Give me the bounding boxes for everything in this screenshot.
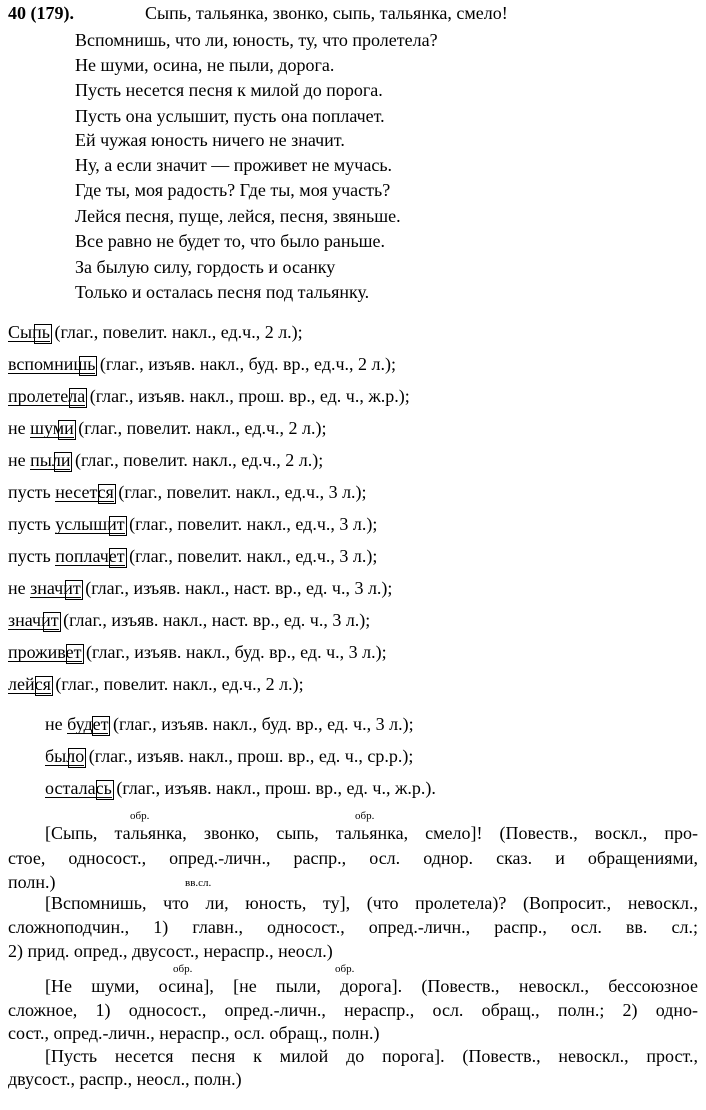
analysis-description: (глаг., повелит. накл., ед.ч., 2 л.); <box>54 322 303 342</box>
exercise-number: 40 (179). <box>8 3 74 23</box>
analysis-word: поплачет <box>55 546 125 566</box>
analysis-word: шуми <box>30 418 74 438</box>
analysis-description: (глаг., повелит. накл., ед.ч., 2 л.); <box>74 450 324 470</box>
analysis-description: (глаг., изъяв. накл., буд. вр., ед.ч., 2 л.); <box>99 354 397 374</box>
analysis-description: (глаг., изъяв. накл., прош. вр., ед. ч., ж.р.); <box>89 386 410 406</box>
analysis-word: пролетела <box>8 386 86 406</box>
analysis-row <box>8 674 304 695</box>
annotation-obr: обр. <box>130 810 150 822</box>
analysis-word: было <box>45 746 85 766</box>
analysis-row <box>8 482 367 503</box>
analysis-word: несется <box>55 482 114 502</box>
analysis-row <box>8 610 370 631</box>
analysis-row <box>8 418 327 439</box>
analysis-word: лейся <box>8 674 51 694</box>
analysis-prefix: не <box>8 450 31 470</box>
annotation-vv-sl: вв.сл. <box>185 877 212 889</box>
poem-line: Все равно не будет то, что было раньше. <box>75 231 386 251</box>
analysis-row <box>45 714 414 735</box>
poem-line: Лейся песня, пуще, лейся, песня, звяньше. <box>75 206 401 226</box>
analysis-prefix: не <box>8 418 31 438</box>
analysis-row <box>8 514 377 535</box>
poem-line: Пусть она услышит, пусть она поплачет. <box>75 106 385 126</box>
paragraph-line: сложноподчин., 1) главн., односост., опред.-личн., распр., осл. вв. сл.; <box>8 917 698 937</box>
analysis-description: (глаг., изъяв. накл., наст. вр., ед. ч., 3 л.); <box>85 578 393 598</box>
analysis-row <box>8 322 303 343</box>
paragraph-line: двусост., распр., неосл., полн.) <box>8 1069 242 1089</box>
analysis-prefix: не <box>8 578 31 598</box>
paragraph-line: [Пусть несется песня к милой до порога]. (Повеств., невоскл., прост., <box>45 1046 698 1066</box>
paragraph-line: стое, односост., опред.-личн., распр., осл. однор. сказ. и обращениями, <box>8 848 698 868</box>
annotation-obr: обр. <box>173 963 193 975</box>
analysis-description: (глаг., повелит. накл., ед.ч., 3 л.); <box>129 514 378 534</box>
analysis-prefix: пусть <box>8 514 56 534</box>
paragraph-line: сложное, 1) односост., опред.-личн., нераспр., осл. обращ., полн.; 2) одно- <box>8 1000 698 1020</box>
poem-line: Ну, а если значит — проживет не мучась. <box>75 155 393 175</box>
poem-line: Сыпь, тальянка, звонко, сыпь, тальянка, смело! <box>145 3 508 23</box>
paragraph-line: [Сыпь, тальянка, звонко, сыпь, тальянка, смело]! (Повеств., воскл., про- <box>45 823 698 843</box>
analysis-prefix: пусть <box>8 546 56 566</box>
analysis-row <box>8 354 396 375</box>
analysis-prefix: пусть <box>8 482 56 502</box>
paragraph-line: [Вспомнишь, что ли, юность, ту], (что пролетела)? (Вопросит., невоскл., <box>45 893 698 913</box>
analysis-prefix: не <box>45 714 68 734</box>
analysis-word: осталась <box>45 778 112 798</box>
analysis-row <box>45 746 413 767</box>
poem-line: За былую силу, гордость и осанку <box>75 257 336 277</box>
paragraph-line: полн.) <box>8 872 56 892</box>
analysis-description: (глаг., повелит. накл., ед.ч., 2 л.); <box>55 674 304 694</box>
analysis-description: (глаг., повелит. накл., ед.ч., 3 л.); <box>118 482 367 502</box>
poem-line: Только и осталась песня под тальянку. <box>75 282 370 302</box>
analysis-description: (глаг., повелит. накл., ед.ч., 2 л.); <box>78 418 327 438</box>
analysis-word: будет <box>67 714 109 734</box>
analysis-word: пыли <box>30 450 71 470</box>
paragraph-line: [Не шуми, осина], [не пыли, дорога]. (Повеств., невоскл., бессоюзное <box>45 976 698 996</box>
poem-line: Не шуми, осина, не пыли, дорога. <box>75 55 335 75</box>
analysis-word: значит <box>30 578 81 598</box>
analysis-row <box>8 546 377 567</box>
analysis-word: вспомнишь <box>8 354 96 374</box>
annotation-obr: обр. <box>355 810 375 822</box>
analysis-description: (глаг., изъяв. накл., прош. вр., ед. ч., ср.р.); <box>88 746 414 766</box>
analysis-description: (глаг., изъяв. накл., буд. вр., ед. ч., 3 л.); <box>86 642 387 662</box>
poem-line: Ей чужая юность ничего не значит. <box>75 130 345 150</box>
poem-line: Вспомнишь, что ли, юность, ту, что пролетела? <box>75 30 438 50</box>
analysis-word: услышит <box>55 514 125 534</box>
analysis-word: проживет <box>8 642 82 662</box>
analysis-row <box>8 578 392 599</box>
analysis-row <box>45 778 436 799</box>
paragraph-line: сост., опред.-личн., нераспр., осл. обращ., полн.) <box>8 1023 380 1043</box>
poem-line: Где ты, моя радость? Где ты, моя участь? <box>75 180 391 200</box>
paragraph-line: 2) прид. опред., двусост., нераспр., неосл.) <box>8 941 333 961</box>
annotation-obr: обр. <box>335 963 355 975</box>
analysis-word: значит <box>8 610 59 630</box>
analysis-row <box>8 642 387 663</box>
analysis-description: (глаг., повелит. накл., ед.ч., 3 л.); <box>129 546 378 566</box>
poem-line: Пусть несется песня к милой до порога. <box>75 80 383 100</box>
analysis-description: (глаг., изъяв. накл., наст. вр., ед. ч., 3 л.); <box>63 610 371 630</box>
analysis-description: (глаг., изъяв. накл., прош. вр., ед. ч., ж.р.). <box>116 778 436 798</box>
analysis-word: Сыпь <box>8 322 50 342</box>
analysis-row <box>8 386 410 407</box>
analysis-row <box>8 450 323 471</box>
analysis-description: (глаг., изъяв. накл., буд. вр., ед. ч., 3 л.); <box>112 714 414 734</box>
